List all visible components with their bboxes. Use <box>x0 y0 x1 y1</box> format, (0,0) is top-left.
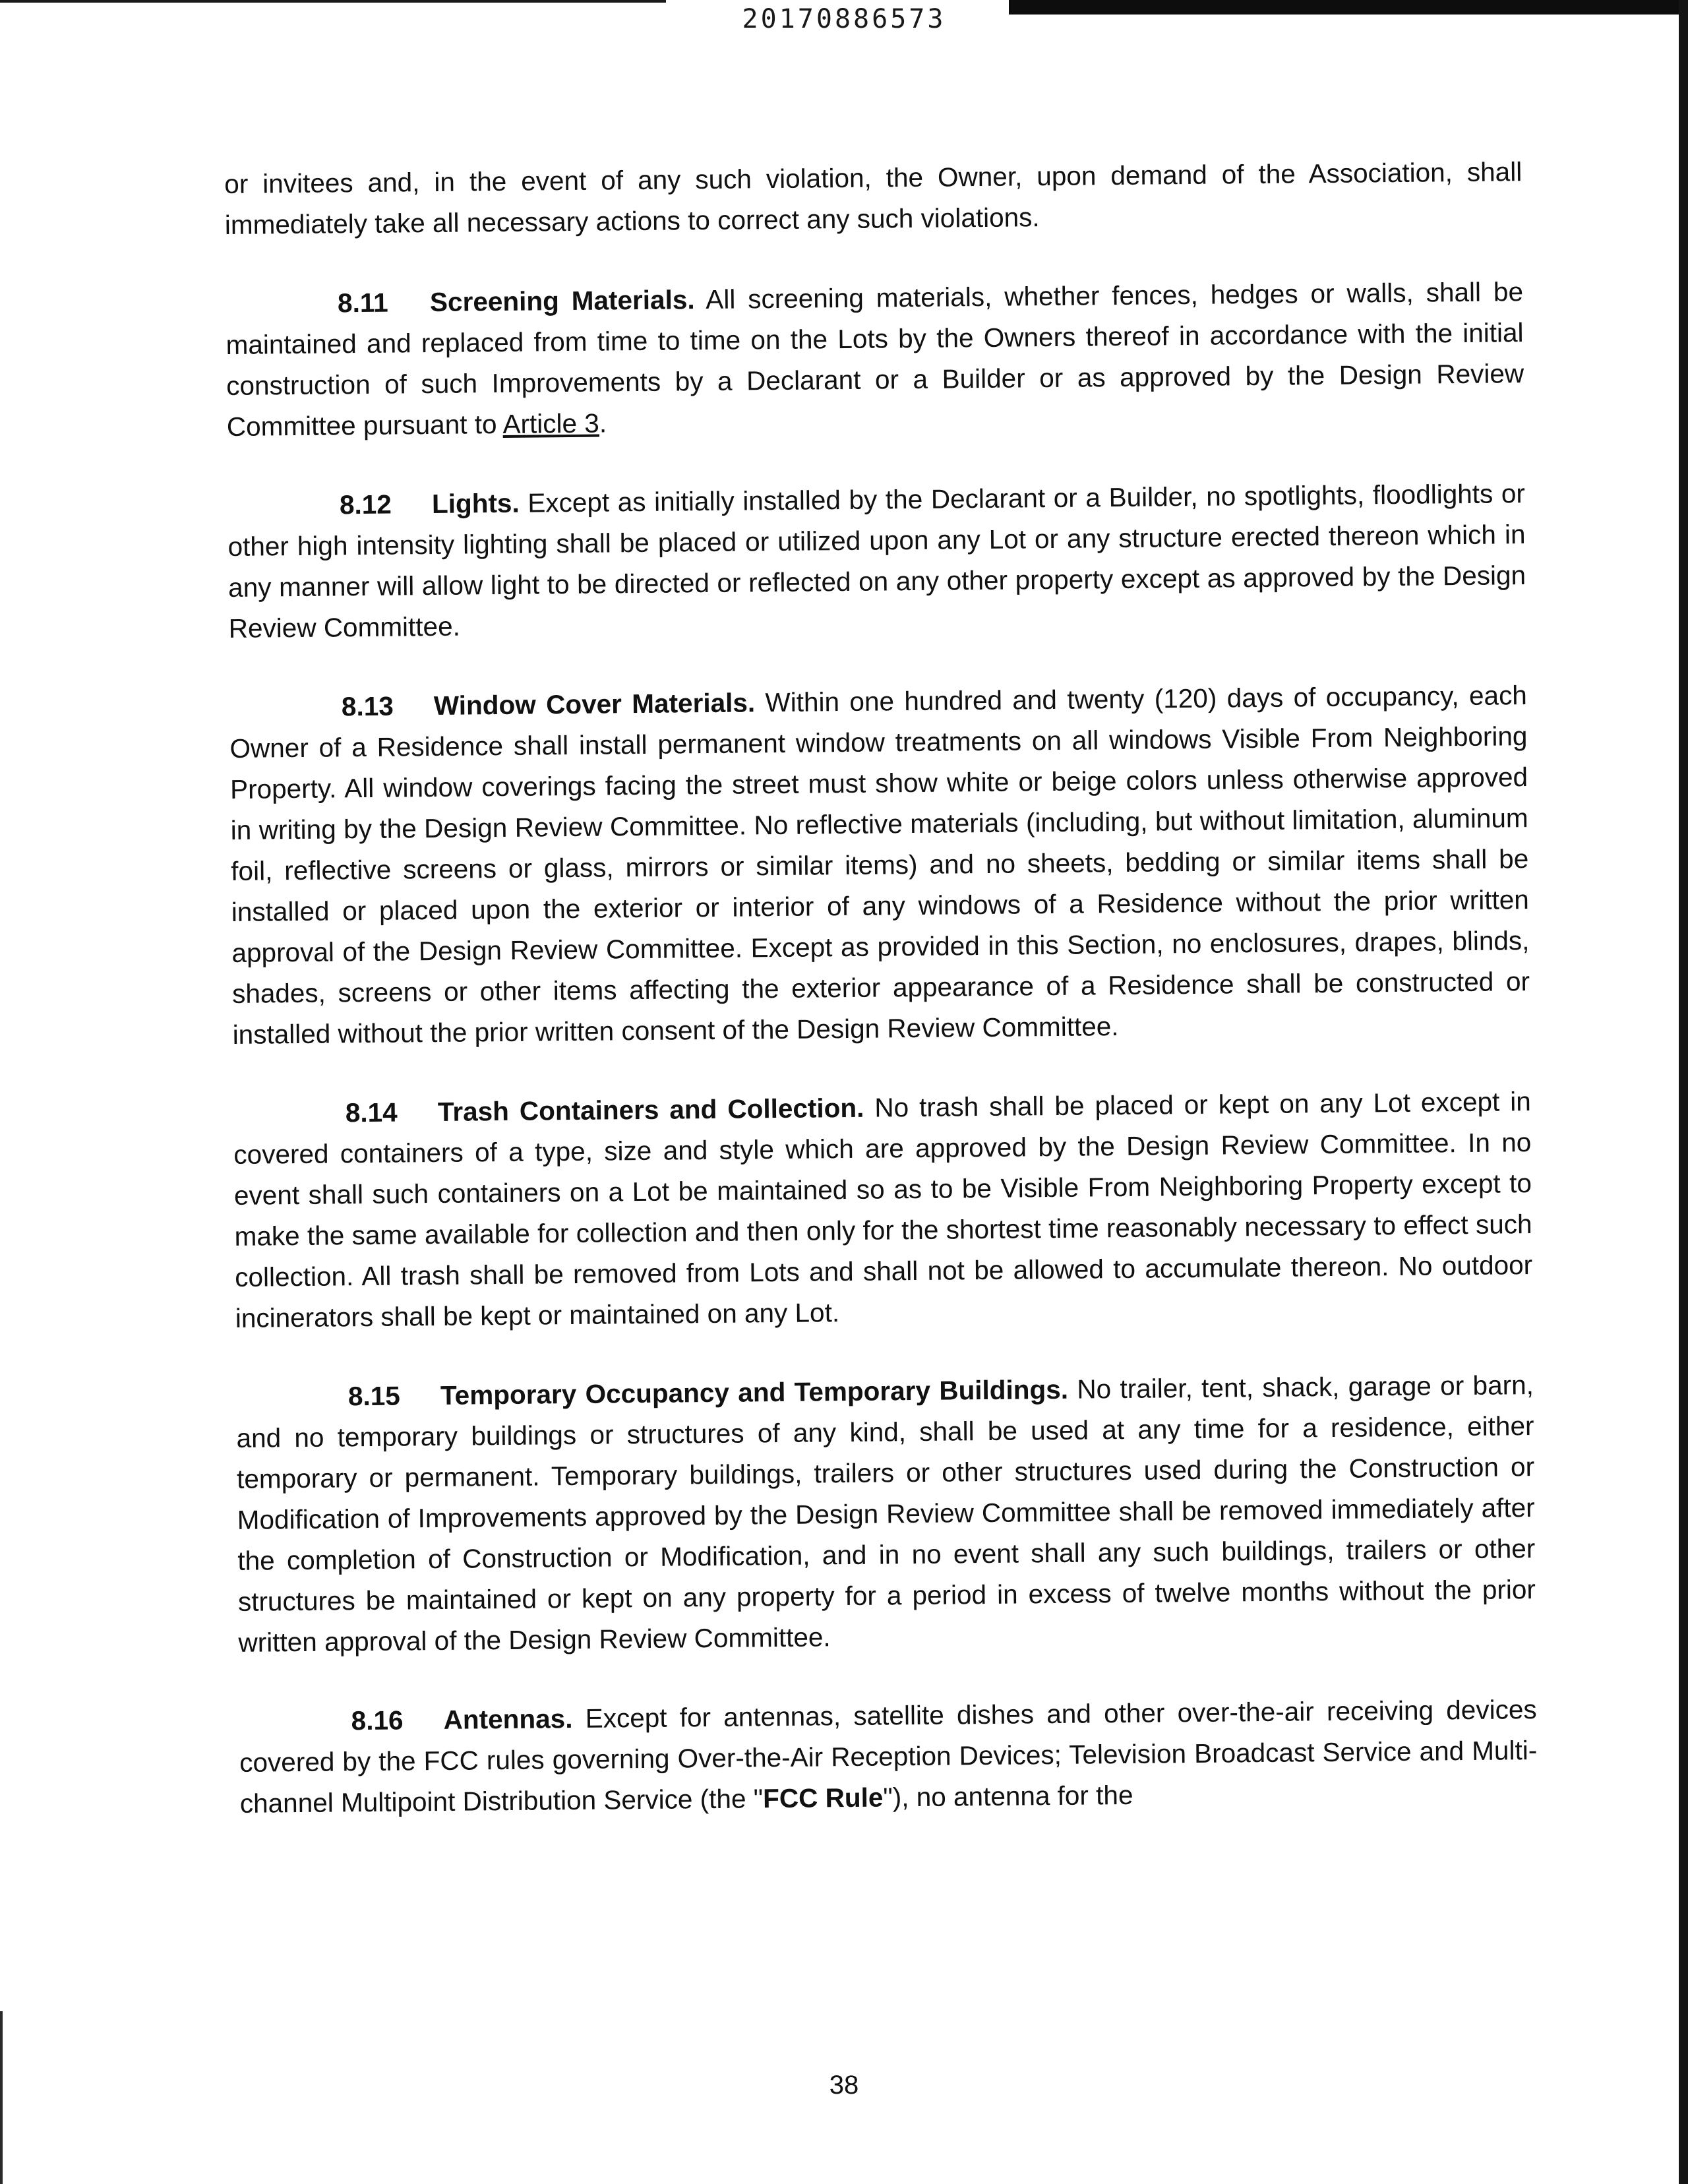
section-text: Within one hundred and twenty (120) days of occupancy, each Owner of a Residence shall install permanent window treatments on all windows Visible From Neighboring Property. All window coverings facing the street must show white or beige colors unless otherwise approved in writing by the Design Review Committee. No reflective materials (including, but without limitation, aluminum foil, reflective screens or glass, mirrors or similar items) and no sheets, bedding or similar items shall be installed or placed upon the exterior or interior of any windows of a Residence without the prior written approval of the Design Review Committee. Except as provided in this Section, no enclosures, drapes, blinds, shades, screens or other items affecting the exterior appearance of a Residence shall be constructed or installed without the prior written consent of the Design Review Committee. <box>229 680 1530 1050</box>
section-8-14 <box>233 1081 1533 1339</box>
section-text: No trailer, tent, shack, garage or barn, and no temporary buildings or structures of any kind, shall be used at any time for a residence, either temporary or permanent. Temporary buildings, trailers or other structures used during the Construction or Modification of Improvements approved by the Design Review Committee shall be removed immediately after the completion of Construction or Modification, and in no event shall any such buildings, trailers or other structures be maintained or kept on any property for a period in excess of twelve months without the prior written approval of the Design Review Committee. <box>236 1370 1536 1658</box>
section-8-16 <box>239 1689 1538 1824</box>
scan-border-top-left <box>0 0 666 3</box>
section-8-13 <box>229 675 1530 1055</box>
section-number: 8.11 <box>337 287 388 318</box>
section-text-end: "), no antenna for the <box>883 1779 1133 1813</box>
document-number: 20170886573 <box>742 4 946 34</box>
section-8-11 <box>226 271 1524 447</box>
page-number: 38 <box>829 2071 859 2100</box>
section-number: 8.13 <box>341 690 394 722</box>
section-text: All screening materials, whether fences, hedges or walls, shall be maintained and replaced from time to time on the Lots by the Owners thereof in accordance with the initial construction of such Improvements by a Declarant or a Builder or as approved by the Design Review Committee pursuant to <box>226 276 1524 442</box>
defined-term: FCC Rule <box>762 1782 884 1814</box>
section-title: Screening Materials. <box>429 284 695 318</box>
section-number: 8.12 <box>339 489 392 520</box>
article-3-link[interactable]: Article 3 <box>502 408 600 439</box>
section-number: 8.16 <box>351 1705 404 1736</box>
section-number: 8.14 <box>345 1097 398 1128</box>
section-text-end: . <box>599 408 607 439</box>
section-title: Trash Containers and Collection. <box>437 1092 864 1127</box>
section-title: Window Cover Materials. <box>433 687 756 721</box>
section-8-15 <box>236 1364 1536 1663</box>
section-title: Temporary Occupancy and Temporary Buildings. <box>440 1374 1069 1410</box>
section-text: Except for antennas, satellite dishes and other over-the-air receiving devices covered by the FCC rules governing Over-the-Air Reception Devices; Television Broadcast Service and Multi-channel Multipoint Distribution Service (the " <box>239 1694 1538 1819</box>
section-8-12 <box>227 473 1526 649</box>
section-title: Lights. <box>431 487 520 519</box>
section-number: 8.15 <box>347 1380 400 1412</box>
scan-edge-right <box>1679 0 1688 2184</box>
document-body <box>224 151 1538 1862</box>
paragraph-text: or invitees and, in the event of any such violation, the Owner, upon demand of the Association, shall immediately take all necessary actions to correct any such violations. <box>224 156 1522 240</box>
section-text: No trash shall be placed or kept on any Lot except in covered containers of a type, size and style which are approved by the Design Review Committee. In no event shall such containers on a Lot be maintained so as to be Visible From Neighboring Property except to make the same available for collection and then only for the shortest time reasonably necessary to effect such collection. All trash shall be removed from Lots and shall not be allowed to accumulate thereon. No outdoor incinerators shall be kept or maintained on any Lot. <box>233 1086 1533 1333</box>
section-text: Except as initially installed by the Declarant or a Builder, no spotlights, floodlights or other high intensity lighting shall be placed or utilized upon any Lot or any structure erected thereon which in any manner will allow light to be directed or reflected on any other property except as approved by the Design Review Committee. <box>227 478 1526 644</box>
paragraph-continuation <box>224 151 1522 245</box>
section-title: Antennas. <box>443 1703 573 1735</box>
